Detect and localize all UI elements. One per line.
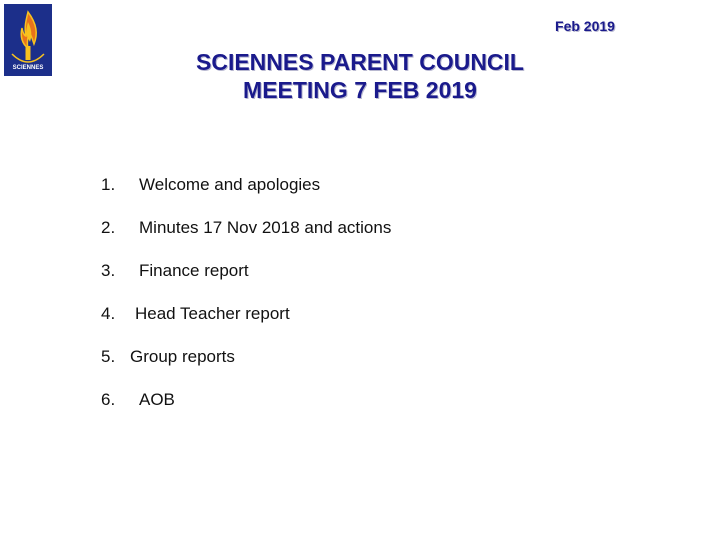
agenda-number: 2. (101, 218, 116, 237)
agenda-text: Head Teacher report (135, 304, 290, 323)
agenda-text: Minutes 17 Nov 2018 and actions (139, 218, 392, 237)
title-line-2: MEETING 7 FEB 2019 (243, 77, 477, 103)
agenda-text: Finance report (139, 261, 249, 280)
svg-text:SCIENNES: SCIENNES (12, 65, 44, 71)
agenda-text: Group reports (130, 347, 235, 366)
agenda-number: 5. (101, 347, 116, 366)
agenda-text: AOB (139, 390, 175, 409)
agenda-number: 4. (101, 304, 116, 323)
agenda-number: 6. (101, 390, 116, 409)
slide-date: Feb 2019 (555, 18, 615, 34)
title-line-1: SCIENNES PARENT COUNCIL (196, 49, 524, 75)
agenda-number: 3. (101, 261, 116, 280)
school-logo (4, 4, 52, 76)
slide-title (60, 48, 660, 104)
agenda-text: Welcome and apologies (139, 175, 321, 194)
agenda-number: 1. (101, 175, 116, 194)
